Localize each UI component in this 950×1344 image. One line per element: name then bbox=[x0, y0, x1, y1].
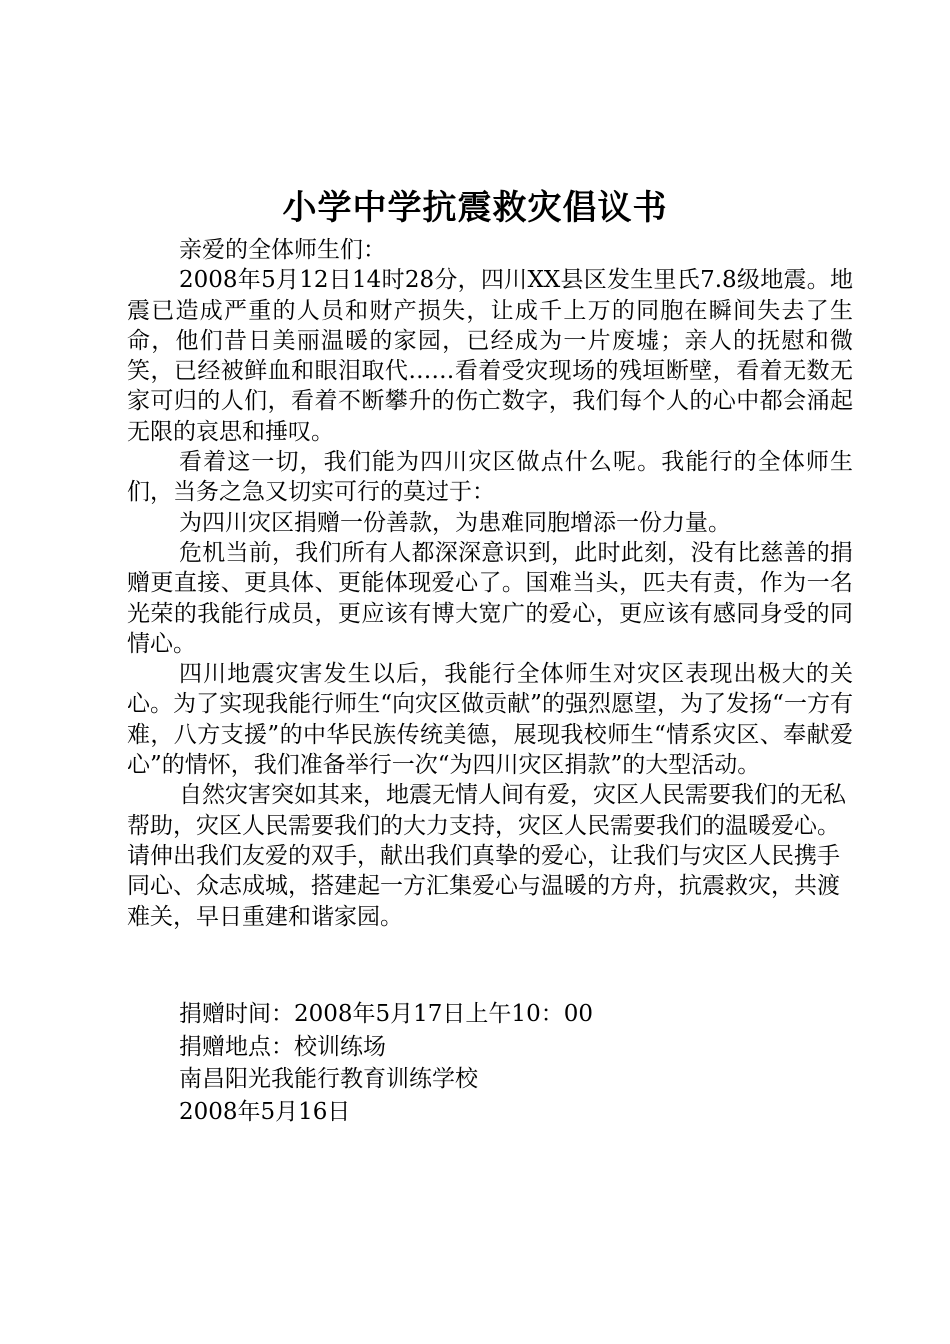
document-date: 2008年5月16日 bbox=[179, 1098, 351, 1125]
donation-time: 捐赠时间：2008年5月17日上午10：00 bbox=[179, 1001, 593, 1027]
paragraph-earthquake-report: 2008年5月12日14时28分，四川XX县区发生里氏7.8级地震。地震已造成严重的人员和财产损失，让成千上万的同胞在瞬间失去了生命，他们昔日美丽温暖的家园，已经成为一片废墟；亲人的抚慰和微笑，已经被鲜血和眼泪取代……看着受灾现场的残垣断壁，看着无数无家可归的人们，看着不断攀升的伤亡数字，我们每个人的心中都会涌起无限的哀思和捶叹。 bbox=[127, 267, 853, 445]
document-footer bbox=[179, 998, 593, 1128]
salutation: 亲爱的全体师生们： bbox=[179, 237, 386, 263]
paragraph-what-can-we-do: 看着这一切，我们能为四川灾区做点什么呢。我能行的全体师生们，当务之急又切实可行的莫过于： bbox=[127, 449, 853, 506]
document-body bbox=[127, 235, 853, 932]
document-title: 小学中学抗震救灾倡议书 bbox=[282, 188, 668, 228]
organization-name: 南昌阳光我能行教育训练学校 bbox=[179, 1066, 478, 1092]
donation-place: 捐赠地点：校训练场 bbox=[179, 1033, 386, 1060]
paragraph-closing-appeal: 自然灾害突如其来，地震无情人间有爱，灾区人民需要我们的无私帮助，灾区人民需要我们的大力支持，灾区人民需要我们的温暖爱心。请伸出我们友爱的双手，献出我们真挚的爱心，让我们与灾区人民携手同心、众志成城，搭建起一方汇集爱心与温暖的方舟，抗震救灾，共渡难关，早日重建和谐家园。 bbox=[127, 782, 846, 930]
paragraph-crisis: 危机当前，我们所有人都深深意识到，此时此刻，没有比慈善的捐赠更直接、更具体、更能体现爱心了。国难当头，匹夫有责，作为一名光荣的我能行成员，更应该有博大宽广的爱心，更应该有感同身受的同情心。 bbox=[127, 539, 853, 657]
paragraph-event-announcement: 四川地震灾害发生以后，我能行全体师生对灾区表现出极大的关心。为了实现我能行师生“向灾区做贡献”的强烈愿望，为了发扬“一方有难，八方支援”的中华民族传统美德，展现我校师生“情系灾区、奉献爱心”的情怀，我们准备举行一次“为四川灾区捐款”的大型活动。 bbox=[127, 661, 853, 779]
paragraph-donate-call: 为四川灾区捐赠一份善款，为患难同胞增添一份力量。 bbox=[179, 509, 731, 536]
